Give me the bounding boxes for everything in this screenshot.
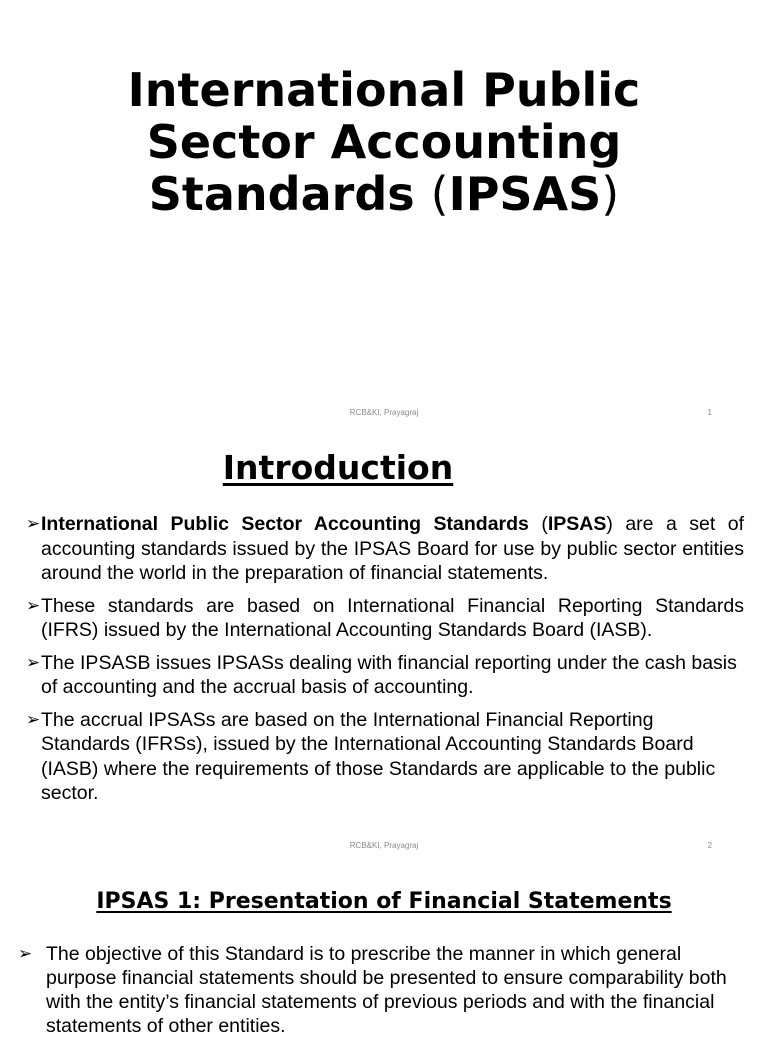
bullet-text: ) are a set of accounting standards issued by the IPSAS Board for use by public sector entities around the world in the preparation of financial statements. <box>41 513 744 584</box>
slide-page-number: 1 <box>707 408 712 417</box>
bold-term: International Public Sector Accounting Standards <box>41 513 529 535</box>
bullet-text: ( <box>528 513 548 535</box>
slide-title <box>0 0 768 432</box>
bullet-text: These standards are based on International Financial Reporting Standards (IFRS) issued by the International Accounting Standards Board (IASB). <box>41 594 744 641</box>
bullet-text: The objective of this Standard is to prescribe the manner in which general purpose financial statements should be presented to ensure comparability both with the entity’s financial statements of previous periods and with the financial statements of other entities. <box>46 943 727 1037</box>
arrow-bullet-icon: ➢ <box>26 652 41 673</box>
slide-ipsas-1 <box>0 864 768 1037</box>
title-line-3: Standards <box>148 167 431 221</box>
slide-footer: RCB&KI, Prayagraj <box>349 841 419 850</box>
slide-heading: Introduction <box>222 448 454 487</box>
slide-page-number: 2 <box>707 841 712 850</box>
bullet-text: The accrual IPSASs are based on the International Financial Reporting Standards (IFRSs), issued by the International Accounting Standards Board (IASB) where the requirements of those Standards are applicable to the public sector. <box>41 708 716 804</box>
arrow-bullet-icon: ➢ <box>18 944 33 964</box>
arrow-bullet-icon: ➢ <box>26 709 41 730</box>
bullet-text: The IPSASB issues IPSASs dealing with financial reporting under the cash basis of accounting and the accrual basis of accounting. <box>41 651 737 698</box>
title-line-2: Sector Accounting <box>146 115 622 169</box>
bold-abbr: IPSAS <box>547 513 607 535</box>
bullet-item <box>26 594 744 643</box>
slide-heading: IPSAS 1: Presentation of Financial Statements <box>96 889 672 914</box>
bullet-item <box>26 651 744 700</box>
slide-introduction <box>0 432 768 864</box>
title-paren-open: ( <box>430 167 449 221</box>
slide-title-heading <box>0 64 768 220</box>
bullet-list <box>26 512 744 814</box>
bullet-item <box>26 708 744 806</box>
title-line-1: International Public <box>127 63 641 117</box>
arrow-bullet-icon: ➢ <box>26 514 41 534</box>
slide-footer: RCB&KI, Prayagraj <box>349 408 419 417</box>
title-abbr: IPSAS <box>448 167 602 221</box>
bullet-item <box>26 512 744 586</box>
title-paren-close: ) <box>601 167 620 221</box>
arrow-bullet-icon: ➢ <box>26 595 41 616</box>
